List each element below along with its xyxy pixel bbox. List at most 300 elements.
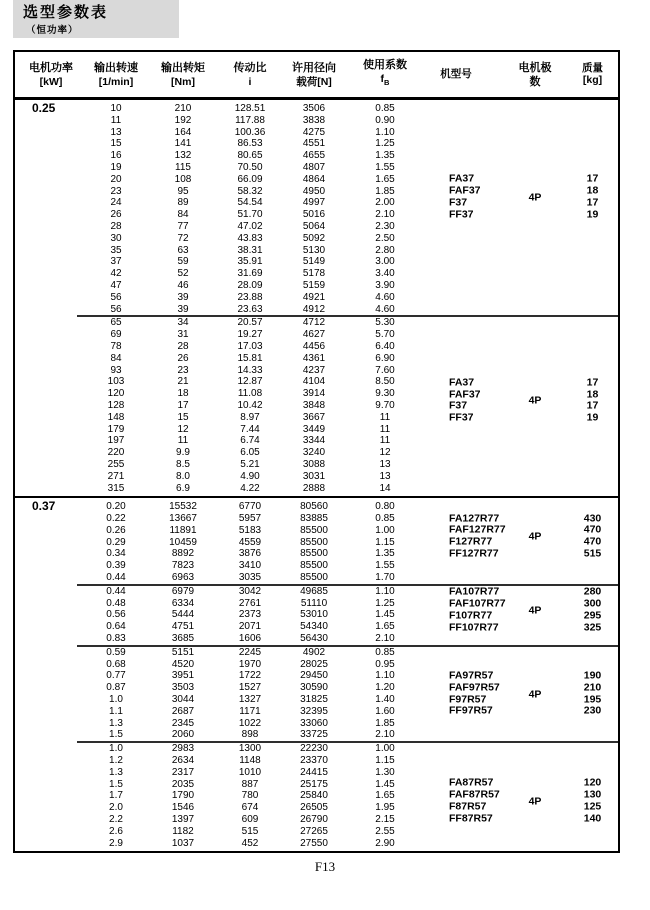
table-block (15, 586, 618, 645)
ratio-value: 15.81 (237, 352, 263, 364)
mass-value: 125 (583, 800, 602, 813)
header-service-factor-label: 使用系数 (363, 59, 407, 72)
output-speed-value: 78 (110, 340, 122, 352)
service-factor-value: 1.65 (375, 790, 395, 802)
model-number: FF37 (449, 207, 474, 220)
power-column-spacer (15, 424, 87, 436)
output-torque-value: 5444 (171, 609, 195, 621)
output-speed-value: 0.44 (106, 585, 126, 597)
table-row (15, 365, 618, 377)
table-row (15, 280, 618, 292)
service-factor-value: 1.10 (375, 126, 395, 138)
radial-load-value: 3914 (302, 388, 326, 400)
output-speed-value: 10 (110, 103, 122, 114)
ratio-value: 54.54 (237, 197, 263, 209)
output-speed-value: 128 (107, 399, 125, 411)
service-factor-value: 6.90 (375, 352, 395, 364)
output-torque-value: 164 (174, 126, 192, 138)
radial-load-value: 5130 (302, 244, 326, 256)
service-factor-value: 1.65 (375, 173, 395, 185)
service-factor-value: 1.00 (375, 524, 395, 536)
service-factor-value: 2.90 (375, 837, 395, 849)
table-row (15, 483, 618, 495)
output-speed-value: 65 (110, 317, 122, 329)
motor-poles-value: 4P (528, 604, 542, 617)
power-column-spacer (15, 138, 87, 150)
radial-load-value: 80560 (300, 501, 328, 513)
ratio-value: 6.74 (240, 435, 260, 447)
power-column-spacer (15, 162, 87, 174)
output-speed-value: 179 (107, 423, 125, 435)
power-column-spacer (15, 483, 87, 495)
power-column-spacer (15, 621, 87, 633)
service-factor-value: 0.90 (375, 114, 395, 126)
service-factor-value: 0.85 (375, 513, 395, 525)
table-row (15, 424, 618, 436)
motor-poles-value: 4P (528, 688, 542, 701)
table-row (15, 317, 618, 329)
ratio-value: 3876 (238, 548, 262, 560)
radial-load-value: 3838 (302, 114, 326, 126)
mass-value: 470 (583, 523, 602, 536)
header-radial-load-unit: 载荷[N] (296, 75, 332, 88)
model-group (421, 587, 618, 634)
table-row (15, 572, 618, 584)
mass-list (555, 778, 618, 825)
model-group (421, 778, 618, 825)
output-speed-value: 103 (107, 376, 125, 388)
service-factor-value: 5.70 (375, 329, 395, 341)
radial-load-value: 3240 (302, 447, 326, 459)
radial-load-value: 4655 (302, 150, 326, 162)
service-factor-value: 1.45 (375, 778, 395, 790)
output-speed-value: 93 (110, 364, 122, 376)
model-number: FF107R77 (449, 621, 499, 634)
output-torque-value: 13667 (169, 513, 197, 525)
table-row (15, 718, 618, 730)
output-speed-value: 42 (110, 268, 122, 280)
radial-load-value: 27550 (300, 837, 328, 849)
table-block (15, 317, 618, 494)
output-speed-value: 1.3 (109, 766, 123, 778)
radial-load-value: 83885 (300, 513, 328, 525)
radial-load-value: 24415 (300, 766, 328, 778)
model-group (421, 377, 618, 424)
output-torque-value: 7823 (171, 560, 195, 572)
radial-load-value: 26790 (300, 814, 328, 826)
mass-value: 19 (586, 411, 599, 424)
service-factor-value: 2.00 (375, 197, 395, 209)
power-column-spacer (15, 838, 87, 850)
service-factor-value: 7.60 (375, 364, 395, 376)
power-section (15, 496, 618, 851)
output-speed-value: 0.48 (106, 597, 126, 609)
table-row (15, 659, 618, 671)
service-factor-value: 12 (379, 447, 391, 459)
ratio-value: 3042 (238, 585, 262, 597)
model-group (421, 174, 618, 221)
service-factor-value: 1.20 (375, 682, 395, 694)
table-row (15, 743, 618, 755)
service-factor-value: 1.55 (375, 560, 395, 572)
output-speed-value: 56 (110, 303, 122, 315)
output-speed-value: 84 (110, 352, 122, 364)
radial-load-value: 3667 (302, 411, 326, 423)
ratio-value: 7.44 (240, 423, 260, 435)
output-torque-value: 2983 (171, 743, 195, 755)
radial-load-value: 4864 (302, 173, 326, 185)
ratio-value: 1171 (239, 705, 261, 717)
output-speed-value: 2.9 (109, 837, 123, 849)
radial-load-value: 4902 (302, 646, 326, 658)
output-speed-value: 16 (110, 150, 122, 162)
radial-load-value: 22230 (300, 743, 328, 755)
output-torque-value: 4520 (171, 658, 195, 670)
radial-load-value: 4551 (302, 138, 326, 150)
radial-load-value: 25840 (300, 790, 328, 802)
table-block (15, 743, 618, 849)
service-factor-value: 3.40 (375, 268, 395, 280)
radial-load-value: 85500 (300, 536, 328, 548)
mass-value: 210 (583, 681, 602, 694)
radial-load-value: 5016 (302, 209, 326, 221)
output-speed-value: 0.56 (106, 609, 126, 621)
power-column-spacer (15, 103, 87, 115)
mass-value: 430 (583, 511, 602, 524)
service-factor-value: 8.50 (375, 376, 395, 388)
output-torque-value: 72 (177, 232, 189, 244)
power-column-spacer (15, 537, 87, 549)
power-column-spacer (15, 572, 87, 584)
output-speed-value: 0.39 (106, 560, 126, 572)
mass-list (555, 513, 618, 560)
model-number: FA37 (449, 172, 475, 185)
model-list (421, 778, 515, 825)
table-row (15, 221, 618, 233)
mass-value: 17 (586, 172, 599, 185)
service-factor-value: 4.60 (375, 303, 395, 315)
output-torque-value: 6979 (171, 585, 195, 597)
output-torque-value: 9.9 (176, 447, 190, 459)
mass-list (555, 670, 618, 717)
mass-value: 195 (583, 693, 602, 706)
output-speed-value: 23 (110, 185, 122, 197)
service-factor-value: 0.80 (375, 501, 395, 513)
output-speed-value: 220 (107, 447, 125, 459)
service-factor-value: 1.45 (375, 609, 395, 621)
mass-value: 17 (586, 376, 599, 389)
power-column-spacer (15, 280, 87, 292)
output-speed-value: 255 (107, 458, 125, 470)
ratio-value: 4559 (238, 536, 262, 548)
mass-value: 325 (583, 621, 602, 634)
output-torque-value: 6334 (171, 597, 195, 609)
service-factor-value: 2.10 (375, 633, 395, 645)
table-block (15, 501, 618, 584)
title-box (13, 0, 179, 38)
ratio-value: 35.91 (237, 256, 263, 268)
header-mass-label: 质量 (582, 61, 603, 74)
output-torque-value: 8.0 (176, 470, 190, 482)
power-column-spacer (15, 376, 87, 388)
ratio-value: 5.21 (240, 458, 260, 470)
mass-value: 18 (586, 388, 599, 401)
ratio-value: 6.05 (240, 447, 260, 459)
output-speed-value: 1.5 (109, 778, 123, 790)
output-speed-value: 1.7 (109, 790, 123, 802)
output-torque-value: 18 (177, 388, 189, 400)
service-factor-value: 1.10 (375, 670, 395, 682)
model-number: FA97R57 (449, 669, 494, 682)
ratio-value: 887 (241, 778, 259, 790)
output-speed-value: 1.2 (109, 755, 123, 767)
mass-value: 120 (583, 776, 602, 789)
table-row (15, 256, 618, 268)
power-column-spacer (15, 560, 87, 572)
mass-value: 295 (583, 609, 602, 622)
power-column-spacer (15, 221, 87, 233)
output-speed-value: 1.5 (109, 729, 123, 741)
radial-load-value: 3344 (302, 435, 326, 447)
model-number: FAF87R57 (449, 788, 500, 801)
ratio-value: 1010 (238, 766, 262, 778)
power-column-spacer (15, 317, 87, 329)
output-torque-value: 108 (174, 173, 192, 185)
output-speed-value: 28 (110, 220, 122, 232)
ratio-value: 674 (241, 802, 259, 814)
ratio-value: 23.88 (237, 291, 263, 303)
power-column-spacer (15, 197, 87, 209)
ratio-value: 80.65 (237, 150, 263, 162)
table-block (15, 647, 618, 741)
power-column-spacer (15, 694, 87, 706)
model-list (421, 377, 515, 424)
header-model-number-label: 机型号 (440, 67, 472, 80)
table-row (15, 729, 618, 741)
ratio-value: 780 (241, 790, 259, 802)
output-torque-value: 59 (177, 256, 189, 268)
power-column-spacer (15, 233, 87, 245)
header-output-torque-label: 输出转矩 (161, 61, 205, 74)
radial-load-value: 4912 (302, 303, 326, 315)
service-factor-value: 1.35 (375, 548, 395, 560)
radial-load-value: 23370 (300, 755, 328, 767)
motor-power-value: 0.25 (32, 101, 56, 115)
output-torque-value: 6.9 (176, 482, 190, 494)
header-service-factor-symbol: $f_B$ (380, 73, 390, 88)
header-motor-power (15, 61, 87, 89)
radial-load-value: 4807 (302, 161, 326, 173)
service-factor-value: 1.25 (375, 597, 395, 609)
ratio-value: 898 (241, 729, 259, 741)
header-motor-power-unit: [kW] (39, 75, 63, 88)
output-torque-value: 2345 (171, 717, 195, 729)
output-speed-value: 0.87 (106, 682, 126, 694)
service-factor-value: 13 (379, 470, 391, 482)
radial-load-value: 4950 (302, 185, 326, 197)
output-torque-value: 210 (174, 103, 192, 114)
power-column-spacer (15, 659, 87, 671)
model-group (421, 513, 618, 560)
output-speed-value: 0.77 (106, 670, 126, 682)
table-header-row (15, 52, 618, 100)
radial-load-value: 5064 (302, 220, 326, 232)
ratio-value: 47.02 (237, 220, 263, 232)
mass-value: 130 (583, 788, 602, 801)
radial-load-value: 3031 (302, 470, 326, 482)
radial-load-value: 51110 (300, 597, 328, 609)
service-factor-value: 11 (379, 435, 391, 447)
ratio-value: 17.03 (237, 340, 263, 352)
output-speed-value: 0.26 (106, 524, 126, 536)
radial-load-value: 4104 (302, 376, 326, 388)
output-speed-value: 11 (110, 114, 122, 126)
power-column-spacer (15, 471, 87, 483)
power-column-spacer (15, 292, 87, 304)
header-motor-power-label: 电机功率 (29, 61, 73, 74)
power-column-spacer (15, 586, 87, 598)
output-torque-value: 10459 (169, 536, 197, 548)
table-row (15, 501, 618, 513)
header-radial-load-label: 许用径向 (292, 61, 336, 74)
model-number: F97R57 (449, 693, 487, 706)
service-factor-value: 0.95 (375, 658, 395, 670)
output-speed-value: 2.6 (109, 825, 123, 837)
radial-load-value: 32395 (300, 705, 328, 717)
output-speed-value: 0.64 (106, 621, 126, 633)
output-speed-value: 47 (110, 279, 122, 291)
service-factor-value: 11 (379, 411, 391, 423)
mass-value: 18 (586, 184, 599, 197)
radial-load-value: 56430 (300, 633, 328, 645)
output-torque-value: 2634 (171, 755, 195, 767)
table-row (15, 138, 618, 150)
header-ratio-symbol: i (248, 75, 252, 88)
model-number: F127R77 (449, 535, 493, 548)
table-row (15, 341, 618, 353)
table-row (15, 268, 618, 280)
power-column-spacer (15, 186, 87, 198)
ratio-value: 58.32 (237, 185, 263, 197)
ratio-value: 14.33 (237, 364, 263, 376)
service-factor-value: 14 (379, 482, 391, 494)
model-number: FF127R77 (449, 547, 499, 560)
header-output-speed (87, 61, 145, 89)
model-number: FAF37 (449, 388, 481, 401)
table-row (15, 233, 618, 245)
output-speed-value: 0.44 (106, 572, 126, 584)
header-output-torque-unit: [Nm] (171, 75, 195, 88)
mass-value: 190 (583, 669, 602, 682)
power-column-spacer (15, 755, 87, 767)
output-torque-value: 115 (175, 161, 191, 173)
ratio-value: 70.50 (237, 161, 263, 173)
ratio-value: 452 (241, 837, 259, 849)
ratio-value: 1722 (238, 670, 262, 682)
power-column-spacer (15, 150, 87, 162)
ratio-value: 1148 (239, 755, 261, 767)
output-torque-value: 46 (177, 279, 189, 291)
output-speed-value: 0.68 (106, 658, 126, 670)
motor-poles-value: 4P (528, 394, 542, 407)
service-factor-value: 1.25 (375, 138, 395, 150)
power-column-spacer (15, 779, 87, 791)
ratio-value: 4.22 (240, 482, 260, 494)
model-number: FAF107R77 (449, 597, 506, 610)
table-block (15, 103, 618, 315)
radial-load-value: 33060 (300, 717, 328, 729)
output-torque-value: 77 (177, 220, 189, 232)
output-torque-value: 89 (177, 197, 189, 209)
power-column-spacer (15, 127, 87, 139)
table-row (15, 560, 618, 572)
table-row (15, 633, 618, 645)
power-column-spacer (15, 647, 87, 659)
mass-value: 230 (583, 704, 602, 717)
model-number: F87R57 (449, 800, 487, 813)
service-factor-value: 2.30 (375, 220, 395, 232)
ratio-value: 12.87 (237, 376, 263, 388)
power-column-spacer (15, 767, 87, 779)
power-column-spacer (15, 115, 87, 127)
service-factor-value: 1.60 (375, 705, 395, 717)
ratio-value: 4.90 (240, 470, 260, 482)
power-column-spacer (15, 304, 87, 316)
ratio-value: 5957 (238, 513, 262, 525)
power-column-spacer (15, 268, 87, 280)
output-speed-value: 35 (110, 244, 122, 256)
output-torque-value: 95 (177, 185, 189, 197)
model-number: FA107R77 (449, 585, 500, 598)
power-column-spacer (15, 388, 87, 400)
output-torque-value: 21 (177, 376, 189, 388)
table-row (15, 459, 618, 471)
power-column-spacer (15, 353, 87, 365)
radial-load-value: 85500 (300, 560, 328, 572)
power-column-spacer (15, 548, 87, 560)
service-factor-value: 1.35 (375, 150, 395, 162)
power-column-spacer (15, 525, 87, 537)
ratio-value: 3410 (238, 560, 262, 572)
output-torque-value: 12 (177, 423, 189, 435)
power-column-spacer (15, 598, 87, 610)
radial-load-value: 5159 (302, 279, 326, 291)
ratio-value: 31.69 (237, 268, 263, 280)
output-torque-value: 2035 (171, 778, 195, 790)
model-list (421, 587, 515, 634)
table-row (15, 304, 618, 316)
output-speed-value: 56 (110, 291, 122, 303)
table-row (15, 353, 618, 365)
output-torque-value: 3685 (171, 633, 195, 645)
output-torque-value: 28 (177, 340, 189, 352)
mass-value: 140 (583, 812, 602, 825)
radial-load-value: 2888 (302, 482, 326, 494)
power-column-spacer (15, 447, 87, 459)
output-torque-value: 3951 (171, 670, 195, 682)
output-speed-value: 0.59 (106, 646, 126, 658)
power-column-spacer (15, 341, 87, 353)
radial-load-value: 3088 (302, 458, 326, 470)
output-torque-value: 2060 (171, 729, 195, 741)
output-torque-value: 1037 (171, 837, 195, 849)
table-row (15, 755, 618, 767)
ratio-value: 38.31 (237, 244, 263, 256)
mass-list (555, 587, 618, 634)
radial-load-value: 28025 (300, 658, 328, 670)
table-row (15, 329, 618, 341)
service-factor-value: 1.00 (375, 743, 395, 755)
